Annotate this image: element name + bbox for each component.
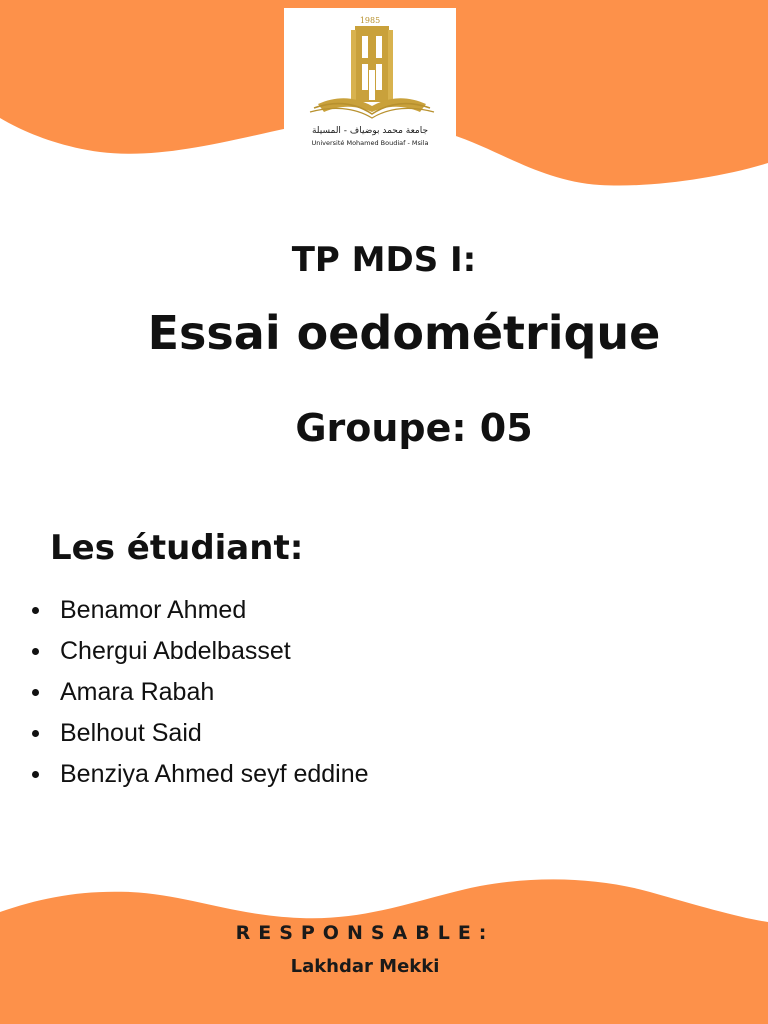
responsable-label: RESPONSABLE: xyxy=(235,922,495,944)
list-item xyxy=(32,672,369,713)
responsable-name: Lakhdar Mekki xyxy=(290,956,440,977)
main-title: Essai oedométrique xyxy=(147,306,661,360)
bottom-wave-decoration xyxy=(0,870,768,1024)
student-name: Benziya Ahmed seyf eddine xyxy=(60,760,369,788)
students-list xyxy=(32,590,369,795)
list-item xyxy=(32,631,369,672)
list-item xyxy=(32,590,369,631)
student-name: Chergui Abdelbasset xyxy=(60,637,291,665)
bullet-icon xyxy=(32,689,39,696)
logo-year: 1985 xyxy=(359,16,381,25)
students-heading: Les étudiant: xyxy=(50,528,304,568)
bullet-icon xyxy=(32,648,39,655)
bullet-icon xyxy=(32,607,39,614)
student-name: Belhout Said xyxy=(60,719,202,747)
bullet-icon xyxy=(32,730,39,737)
student-name: Benamor Ahmed xyxy=(60,596,247,624)
logo-name-arabic: جامعة محمد بوضياف - المسيلة xyxy=(311,126,429,136)
university-logo xyxy=(284,8,456,152)
group-title: Groupe: 05 xyxy=(295,406,533,450)
tp-title: TP MDS I: xyxy=(291,240,477,280)
list-item xyxy=(32,713,369,754)
university-tower-book-logo-icon xyxy=(284,8,456,126)
student-name: Amara Rabah xyxy=(60,678,215,706)
list-item xyxy=(32,754,369,795)
logo-name-latin: Université Mohamed Boudiaf - Msila xyxy=(311,139,429,147)
bullet-icon xyxy=(32,771,39,778)
